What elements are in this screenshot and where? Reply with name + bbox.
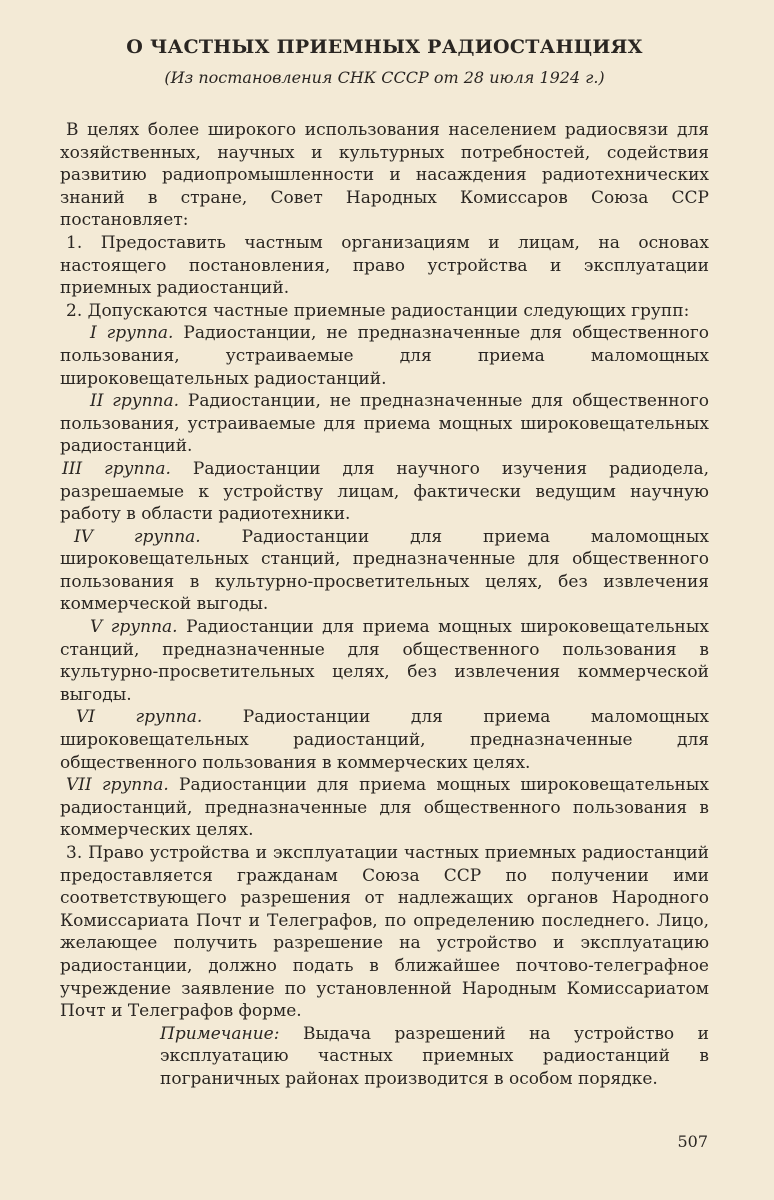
page-title: О ЧАСТНЫХ ПРИЕМНЫХ РАДИОСТАНЦИЯХ [126,36,643,58]
group-text: Радиостанции, не предназначенные для общественного пользования, устраиваемые для приема мощных широковещательных радиостанций. [60,391,710,457]
group-text: Радиостанции для приема маломощных широковещательных станций, предназначенные для общественного пользования в культурно-просветительных целях, без извлечения коммерческой выгоды. [60,526,709,615]
group-text: Радиостанции для приема мощных широковещательных радиостанций, предназначенные для общественного пользования в коммерческих целях. [60,775,710,841]
group-paragraph [60,390,709,458]
group-label: VII группа. [66,775,169,796]
group-label: II группа. [90,391,180,412]
group-paragraph [60,458,709,526]
item-2-paragraph: 2. Допускаются частные приемные радиостанции следующих групп: [66,300,690,321]
group-text: Радиостанции, не предназначенные для общественного пользования, устраиваемые для приема маломощных широковещательных радиостанций. [60,323,709,389]
group-text: Радиостанции для приема маломощных широковещательных радиостанций, предназначенные для общественного пользования в коммерческих целях. [60,707,709,773]
page-subtitle: (Из постановления СНК СССР от 28 июля 1924 г.) [164,68,605,87]
group-text: Радиостанции для научного изучения радиодела, разрешаемые к устройству лицам, фактически ведущим научную работу в области радиотехники. [60,458,710,525]
group-label: III группа. [62,458,171,479]
group-label: IV группа. [74,526,201,547]
item-1-paragraph: 1. Предоставить частным организациям и лицам, на основах настоящего постановления, право устройства и эксплуатации приемных радиостанций. [60,232,709,299]
note-label: Примечание: [160,1023,280,1044]
intro-paragraph: В целях более широкого использования населением радиосвязи для хозяйственных, научных и культурных потребностей, содействия развитию радиопромышленности и насаждения радиотехнических знаний в стране, Совет Народных Комиссаров Союза ССР постановляет: [60,120,709,231]
group-text: Радиостанции для приема мощных широковещательных станций, предназначенные для общественного пользования в культурно-просветительных целях, без извлечения коммерческой выгоды. [60,617,710,705]
group-paragraph [60,616,709,706]
group-paragraph [60,774,709,842]
note-paragraph [160,1023,709,1091]
group-paragraph [60,322,709,390]
group-paragraph [60,526,709,616]
item-3-paragraph: 3. Право устройства и эксплуатации частных приемных радиостанций предоставляется гражданам Союза ССР по получении ими соответствующего разрешения от надлежащих органов Народного Комиссариата Почт и Телеграфов, по определению последнего. Лицо, желающее получить разрешение на устройство и эксплуатацию радиостанции, должно подать в ближайшее почтово-телеграфное учреждение заявление по установленной Народным Комиссариатом Почт и Телеграфов форме. [60,843,709,1022]
group-label: I группа. [90,323,174,344]
group-label: V группа. [90,617,178,638]
page-number: 507 [677,1132,708,1151]
document-body [60,119,709,1091]
group-paragraph [60,706,709,774]
group-label: VI группа. [76,707,203,728]
note-text: Выдача разрешений на устройство и эксплуатацию частных приемных радиостанций в пограничных районах производится в особом порядке. [160,1023,710,1089]
